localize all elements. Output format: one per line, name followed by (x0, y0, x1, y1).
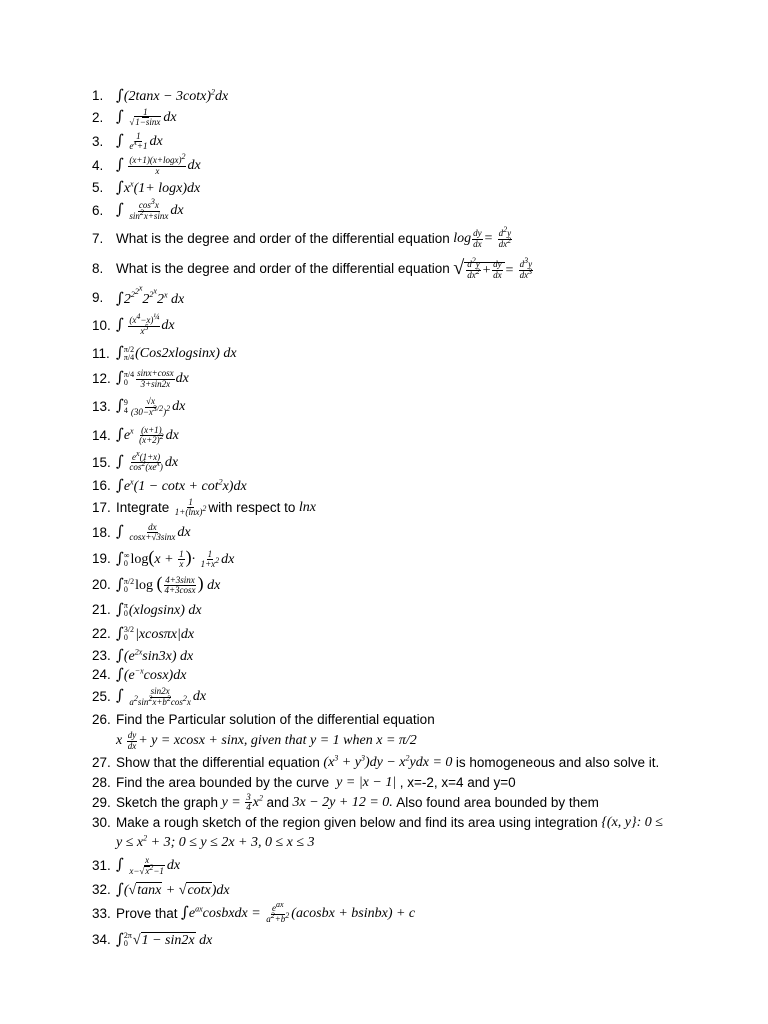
problem-math: ∫ π 0 (xlogsinx) dx (116, 599, 202, 619)
item-number: 16. (92, 478, 111, 494)
problem-math: ∫ ∞ 0 log(x + $\frac{1}{x}$ )· $\frac{1}{1+x^2}$ dx (116, 547, 235, 570)
list-item (92, 598, 732, 622)
list-item (92, 106, 732, 129)
list-item (92, 224, 732, 254)
problem-math: log $\frac{dy}{dx}$ = $\frac{d^2y}{dx^2}$ (449, 225, 512, 249)
list-item (92, 572, 732, 598)
item-number: 17. (92, 499, 111, 515)
problem-text: is homogeneous and also solve it. (455, 755, 660, 771)
list-item (92, 476, 732, 496)
item-number: 25. (92, 689, 111, 705)
problem-text: Find the area bounded by the curve (116, 774, 330, 790)
problem-math: ∫ π/2 0 log ( $\frac{4+3\sin x}{4+3\cos x}$ ) dx (116, 573, 221, 596)
problem-math: ∫ $\frac{(x^4-x)^{\frac{1}{4}}}{x^5}$ dx (116, 312, 175, 336)
item-number: 28. (92, 774, 111, 790)
item-number: 33. (92, 906, 111, 922)
problem-text: Integrate (116, 499, 170, 515)
list-item (92, 792, 732, 813)
item-number: 30. (92, 815, 111, 831)
problem-math: $\int e^{ax}cosbxdx$ = $\frac{e^{ax}}{a^2+b^2}$ (acosbx + bsinbx) + c (181, 900, 416, 924)
problem-math: $\int(e^{-x}\cos x)dx$ (116, 664, 187, 683)
item-number: 29. (92, 794, 111, 810)
problem-math: $\int(2\tan x - 3\cot x)^2dx$ (116, 86, 229, 104)
list-item (92, 927, 732, 953)
item-number: 11. (92, 345, 110, 361)
list-item (92, 813, 732, 833)
problem-list (92, 86, 732, 953)
list-item-continuation (92, 833, 732, 853)
problem-text: Make a rough sketch of the region given below and find its area using integration (116, 815, 598, 831)
problem-math: x $\frac{dy}{dx}$ + y = xcosx + sinx, given that y = 1 when x = π/2 (116, 730, 417, 751)
item-number: 10. (92, 318, 111, 334)
item-number: 32. (92, 882, 111, 898)
list-item (92, 284, 732, 311)
list-item (92, 853, 732, 879)
list-item (92, 198, 732, 224)
item-number: 24. (92, 666, 111, 682)
list-item-continuation (92, 729, 732, 753)
list-item (92, 519, 732, 546)
item-number: 34. (92, 932, 111, 948)
list-item (92, 154, 732, 178)
problem-math: $\int 2^{2^{2^x}}2^{2^x}2^x$ dx (116, 283, 185, 307)
list-item (92, 665, 732, 684)
problem-text: Find the Particular solution of the differential equation (116, 711, 435, 727)
problem-math: √ $\frac{d^2y}{dx^2}$ + $\frac{dy}{dx}$ = $\frac{d^3y}{dx^3}$ (453, 256, 533, 280)
item-number: 4. (92, 158, 104, 174)
item-number: 15. (92, 454, 111, 470)
item-number: 8. (92, 261, 104, 277)
problem-math: {(x, y}: 0 ≤ (597, 815, 663, 830)
list-item (92, 449, 732, 476)
list-item (92, 422, 732, 449)
problem-math: $\int e^x(1 - \cot x + \cot^2x)dx$ (116, 476, 247, 494)
list-item (92, 341, 732, 366)
item-number: 5. (92, 180, 104, 196)
problem-text: , x=-2, x=4 and y=0 (399, 774, 516, 790)
item-number: 27. (92, 755, 111, 771)
problem-math: ∫ 9 4 $\frac{√x}{(30-x^{3/2})^2}$ dx (116, 396, 186, 417)
list-item (92, 546, 732, 572)
problem-math: $\int(e^{2x}\sin 3x)$ dx (116, 645, 194, 664)
problem-text: Show that the differential equation (116, 755, 320, 771)
problem-text: Sketch the graph (116, 794, 219, 810)
list-item (92, 710, 732, 729)
item-number: 9. (92, 289, 104, 305)
item-number: 18. (92, 524, 111, 540)
problem-math: $y \le x^2 + 3$; 0 ≤ y ≤ 2x + 3, 0 ≤ x ≤ 3 (116, 833, 315, 850)
problem-math: $\int x^x(1+ \log x)dx$ (116, 178, 201, 196)
item-number: 3. (92, 133, 104, 149)
item-number: 6. (92, 203, 104, 219)
problem-math: ∫ π/4 0 $\frac{\sin x+\cos x}{3+\sin 2x}$ dx (116, 368, 189, 389)
list-item (92, 86, 732, 106)
item-number: 22. (92, 626, 111, 642)
item-number: 7. (92, 231, 104, 247)
problem-math: ∫(√tanx + √cotx)dx (116, 880, 230, 898)
list-item (92, 366, 732, 392)
list-item (92, 901, 732, 927)
problem-text: What is the degree and order of the differential equation (116, 231, 450, 247)
problem-math: ∫ $\frac{(x+1)(x+\log x)^2}{x}$ dx (116, 152, 201, 176)
problem-math: $(x^3 + y^3)dy - x^2ydx = 0$ (319, 753, 456, 770)
item-number: 13. (92, 399, 111, 415)
problem-math: ∫ $\frac{x}{x-√x^2-1}$ dx (116, 855, 181, 876)
item-number: 2. (92, 109, 104, 125)
problem-math: ∫ 3/2 0 |xcosπx|dx (116, 623, 195, 643)
list-item (92, 773, 732, 792)
problem-math: 3x − 2y + 12 = 0. (289, 794, 397, 810)
item-number: 23. (92, 647, 111, 663)
list-item (92, 879, 732, 901)
list-item (92, 254, 732, 284)
item-number: 21. (92, 602, 111, 618)
item-number: 20. (92, 577, 111, 593)
problem-math: ∫ π/2 π/4 (Cos2xlogsinx) dx (116, 343, 237, 362)
problem-math: ∫ $\frac{\sin 2x}{a^2\sin^2x+b^2\cos^2x}$ dx (116, 686, 207, 707)
problem-math: ∫ $\frac{1}{e^x+1}$ dx (116, 130, 163, 151)
list-item (92, 129, 732, 154)
problem-text: and (266, 794, 289, 810)
item-number: 14. (92, 427, 111, 443)
list-item (92, 178, 732, 198)
problem-math: y = |x − 1| (329, 774, 400, 790)
list-item (92, 392, 732, 422)
list-item (92, 753, 732, 773)
list-item (92, 684, 732, 710)
problem-math: ∫ $\frac{dx}{\cos x+√3\sin x}$ dx (116, 521, 191, 542)
list-item (92, 496, 732, 519)
problem-math: ∫ 2π 0 √1 − sin2x dx (116, 929, 213, 949)
problem-text: with respect to (208, 499, 296, 515)
list-item (92, 622, 732, 646)
problem-math: lnx (295, 499, 317, 515)
problem-math: y = $\frac{3}{4}$ $x^2$ (218, 791, 263, 812)
item-number: 12. (92, 371, 111, 387)
problem-text: What is the degree and order of the differential equation (116, 261, 450, 277)
problem-text: Also found area bounded by them (396, 794, 599, 810)
item-number: 26. (92, 711, 111, 727)
problem-math: ∫ $\frac{\cos^3x}{\sin^2x+\sin x}$ dx (116, 197, 184, 221)
list-item (92, 311, 732, 341)
item-number: 19. (92, 551, 111, 567)
item-number: 1. (92, 88, 104, 104)
problem-math: ∫ $\frac{e^x(1+x)}{\cos^2(xe^x)}$ dx (116, 448, 179, 472)
problem-math: ∫ $\frac{1}{√1-\sin x}$ dx (116, 106, 177, 127)
item-number: 31. (92, 858, 111, 874)
problem-math: $\int e^x$ $\frac{(x+1)}{(x+2)^2}$ dx (116, 424, 179, 445)
problem-math: $\frac{1}{1+(\ln x)^2}$ (174, 496, 207, 517)
list-item (92, 646, 732, 665)
problem-text: Prove that (116, 906, 178, 922)
